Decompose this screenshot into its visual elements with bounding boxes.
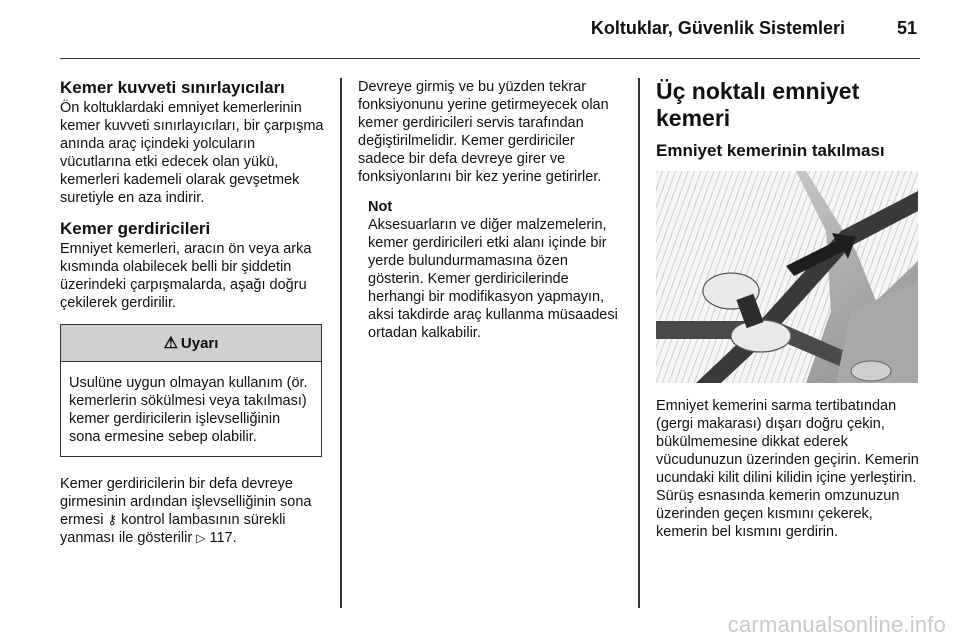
section-body-belt-pretensioners: Emniyet kemerleri, aracın ön veya arka kısmında olabilecek belli bir şiddetin üzerindeki çarpışmalarda, aşağı doğru çekilerek gerdirilir. bbox=[60, 241, 312, 311]
warning-text: Usulüne uygun olmayan kullanım (ör. kemerlerin sökülmesi veya takılması) kemer gerdiricilerin işlevselliğinin sona ermesine sebep olabilir. bbox=[69, 375, 308, 445]
three-point-belt-title: Üç noktalı emniyet kemeri bbox=[656, 78, 860, 131]
chapter-title: Koltuklar, Güvenlik Sistemleri bbox=[590, 18, 845, 38]
note-text: Aksesuarların ve diğer malzemelerin, kemer gerdiricileri etki alanı içinde bir yerde bulundurmamasına özen gösterin. Kemer gerdiricilerinde herhangi bir modifikasyon yapmayın, aksi takdirde araç kullanma müsaadesi ortadan kalkabilir. bbox=[368, 217, 618, 341]
section-title-belt-pretensioners: Kemer gerdiricileri bbox=[60, 219, 211, 238]
page-number: 51 bbox=[896, 18, 917, 38]
note-block bbox=[368, 198, 623, 342]
warning-box bbox=[60, 324, 322, 457]
fastening-instructions: Emniyet kemerini sarma tertibatından (gergi makarası) dışarı doğru çekin, bükülmemesine dikkat ederek vücudunuzun üzerinden geçirin. Kemerin ucundaki kilit dilini kilidin içine yerleştirin. Sürüş esnasında kemerin omzunuzun üzerinden geçen kısmını çekerek, kemerin bel kısmını gerdirin. bbox=[656, 398, 919, 540]
seatbelt-fastening-illustration bbox=[656, 171, 918, 383]
section-title-belt-force-limiters: Kemer kuvveti sınırlayıcıları bbox=[60, 78, 285, 97]
pretensioner-activation-text bbox=[60, 475, 325, 547]
column-divider-1 bbox=[340, 78, 342, 608]
column-left bbox=[60, 78, 325, 547]
activation-text-part2: kontrol lambasının sürekli yanması ile gösterilir bbox=[60, 512, 286, 546]
column-right bbox=[656, 78, 924, 541]
page-reference-link[interactable]: 117. bbox=[209, 530, 237, 546]
warning-header bbox=[61, 325, 321, 362]
column-divider-2 bbox=[638, 78, 640, 608]
watermark: carmanualsonline.info bbox=[727, 612, 946, 637]
seatbelt-warning-lamp-icon: ⚷ bbox=[107, 512, 118, 527]
warning-triangle-icon: ⚠ bbox=[163, 335, 178, 352]
warning-title: Uyarı bbox=[180, 334, 219, 352]
section-body-belt-force-limiters: Ön koltuklardaki emniyet kemerlerinin kemer kuvveti sınırlayıcıları, bir çarpışma anında araç içindeki yolcuların vücutlarına etki edecek olan yükü, kemerleri kademeli olarak gevşetmek suretiyle en aza indirir. bbox=[60, 100, 324, 206]
activation-text-part1: Kemer gerdiricilerin bir defa devreye girmesinin ardından işlevselliğinin sona ermesi bbox=[60, 476, 312, 528]
warning-body bbox=[61, 362, 321, 456]
page-reference-arrow-icon: ▷ bbox=[196, 531, 206, 545]
column-middle bbox=[358, 78, 623, 342]
fastening-belt-subtitle: Emniyet kemerinin takılması bbox=[656, 141, 885, 160]
page-header bbox=[60, 0, 920, 59]
pretensioner-replacement-text: Devreye girmiş ve bu yüzden tekrar fonksiyonunu yerine getirmeyecek olan kemer gerdiricileri servis tarafından değiştirilmelidir. Kemer gerdiriciler sadece bir defa devreye girer ve fonksiyonlarını bir kez yerine getirirler. bbox=[358, 79, 609, 185]
note-title: Not bbox=[368, 199, 393, 215]
